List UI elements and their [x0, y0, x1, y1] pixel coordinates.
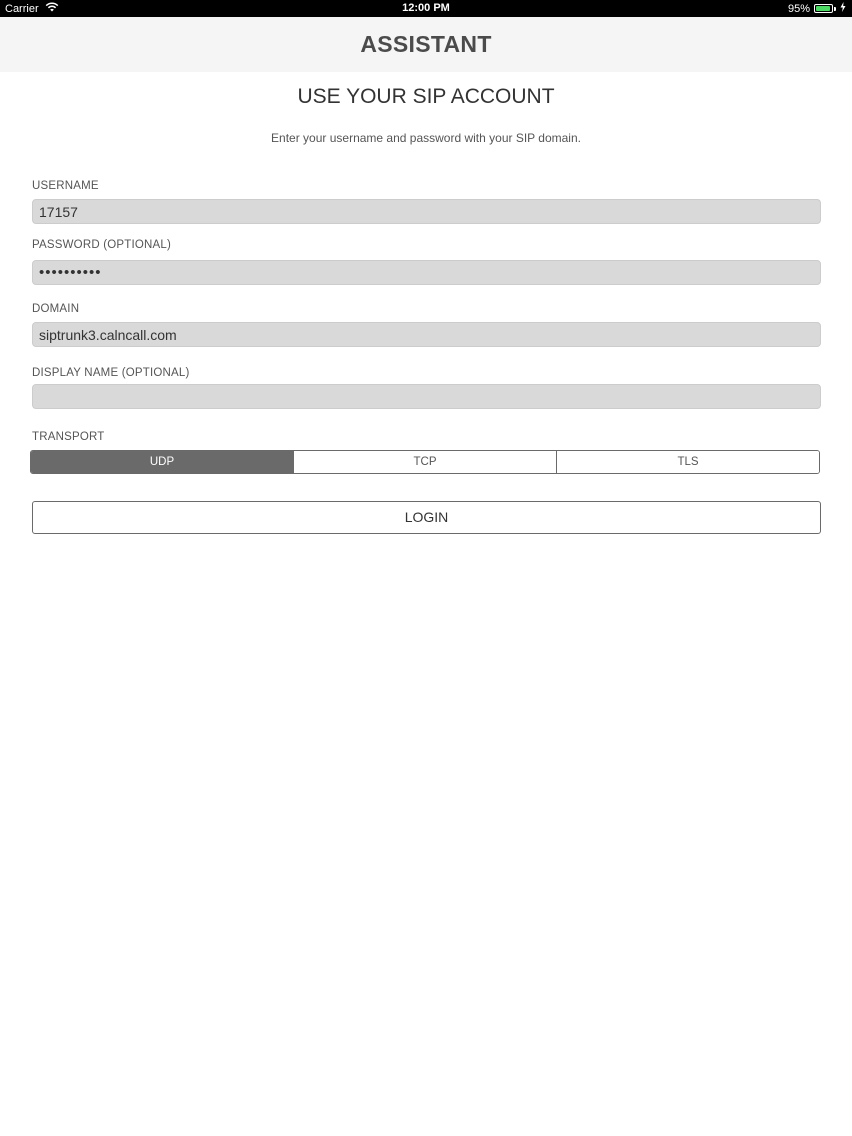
- transport-label: TRANSPORT: [32, 431, 105, 443]
- battery-icon: [814, 4, 836, 13]
- password-input[interactable]: ••••••••••: [32, 260, 821, 285]
- transport-tls-segment[interactable]: TLS: [556, 451, 819, 473]
- battery-percent: 95%: [787, 2, 810, 15]
- username-label: USERNAME: [32, 180, 99, 192]
- domain-label: DOMAIN: [32, 303, 80, 315]
- status-right: [788, 2, 846, 15]
- status-bar: [0, 0, 852, 17]
- display-name-input[interactable]: [32, 384, 821, 409]
- transport-udp-segment[interactable]: UDP: [31, 451, 293, 473]
- domain-input[interactable]: [32, 322, 821, 347]
- login-button[interactable]: LOGIN: [32, 501, 821, 534]
- display-name-label: DISPLAY NAME (OPTIONAL): [32, 367, 190, 379]
- page-subtitle: Enter your username and password with your SIP domain.: [271, 131, 581, 145]
- password-label: PASSWORD (OPTIONAL): [32, 239, 172, 251]
- page-heading: USE YOUR SIP ACCOUNT: [297, 85, 555, 108]
- nav-title: ASSISTANT: [360, 31, 492, 57]
- carrier-label: Carrier: [5, 2, 39, 15]
- charging-bolt-icon: [840, 2, 846, 15]
- battery-level: [816, 6, 830, 11]
- status-time: 12:00 PM: [402, 2, 450, 14]
- navigation-bar: [0, 17, 852, 72]
- transport-segmented-control: [30, 450, 820, 474]
- username-input[interactable]: [32, 199, 821, 224]
- transport-tcp-segment[interactable]: TCP: [293, 451, 556, 473]
